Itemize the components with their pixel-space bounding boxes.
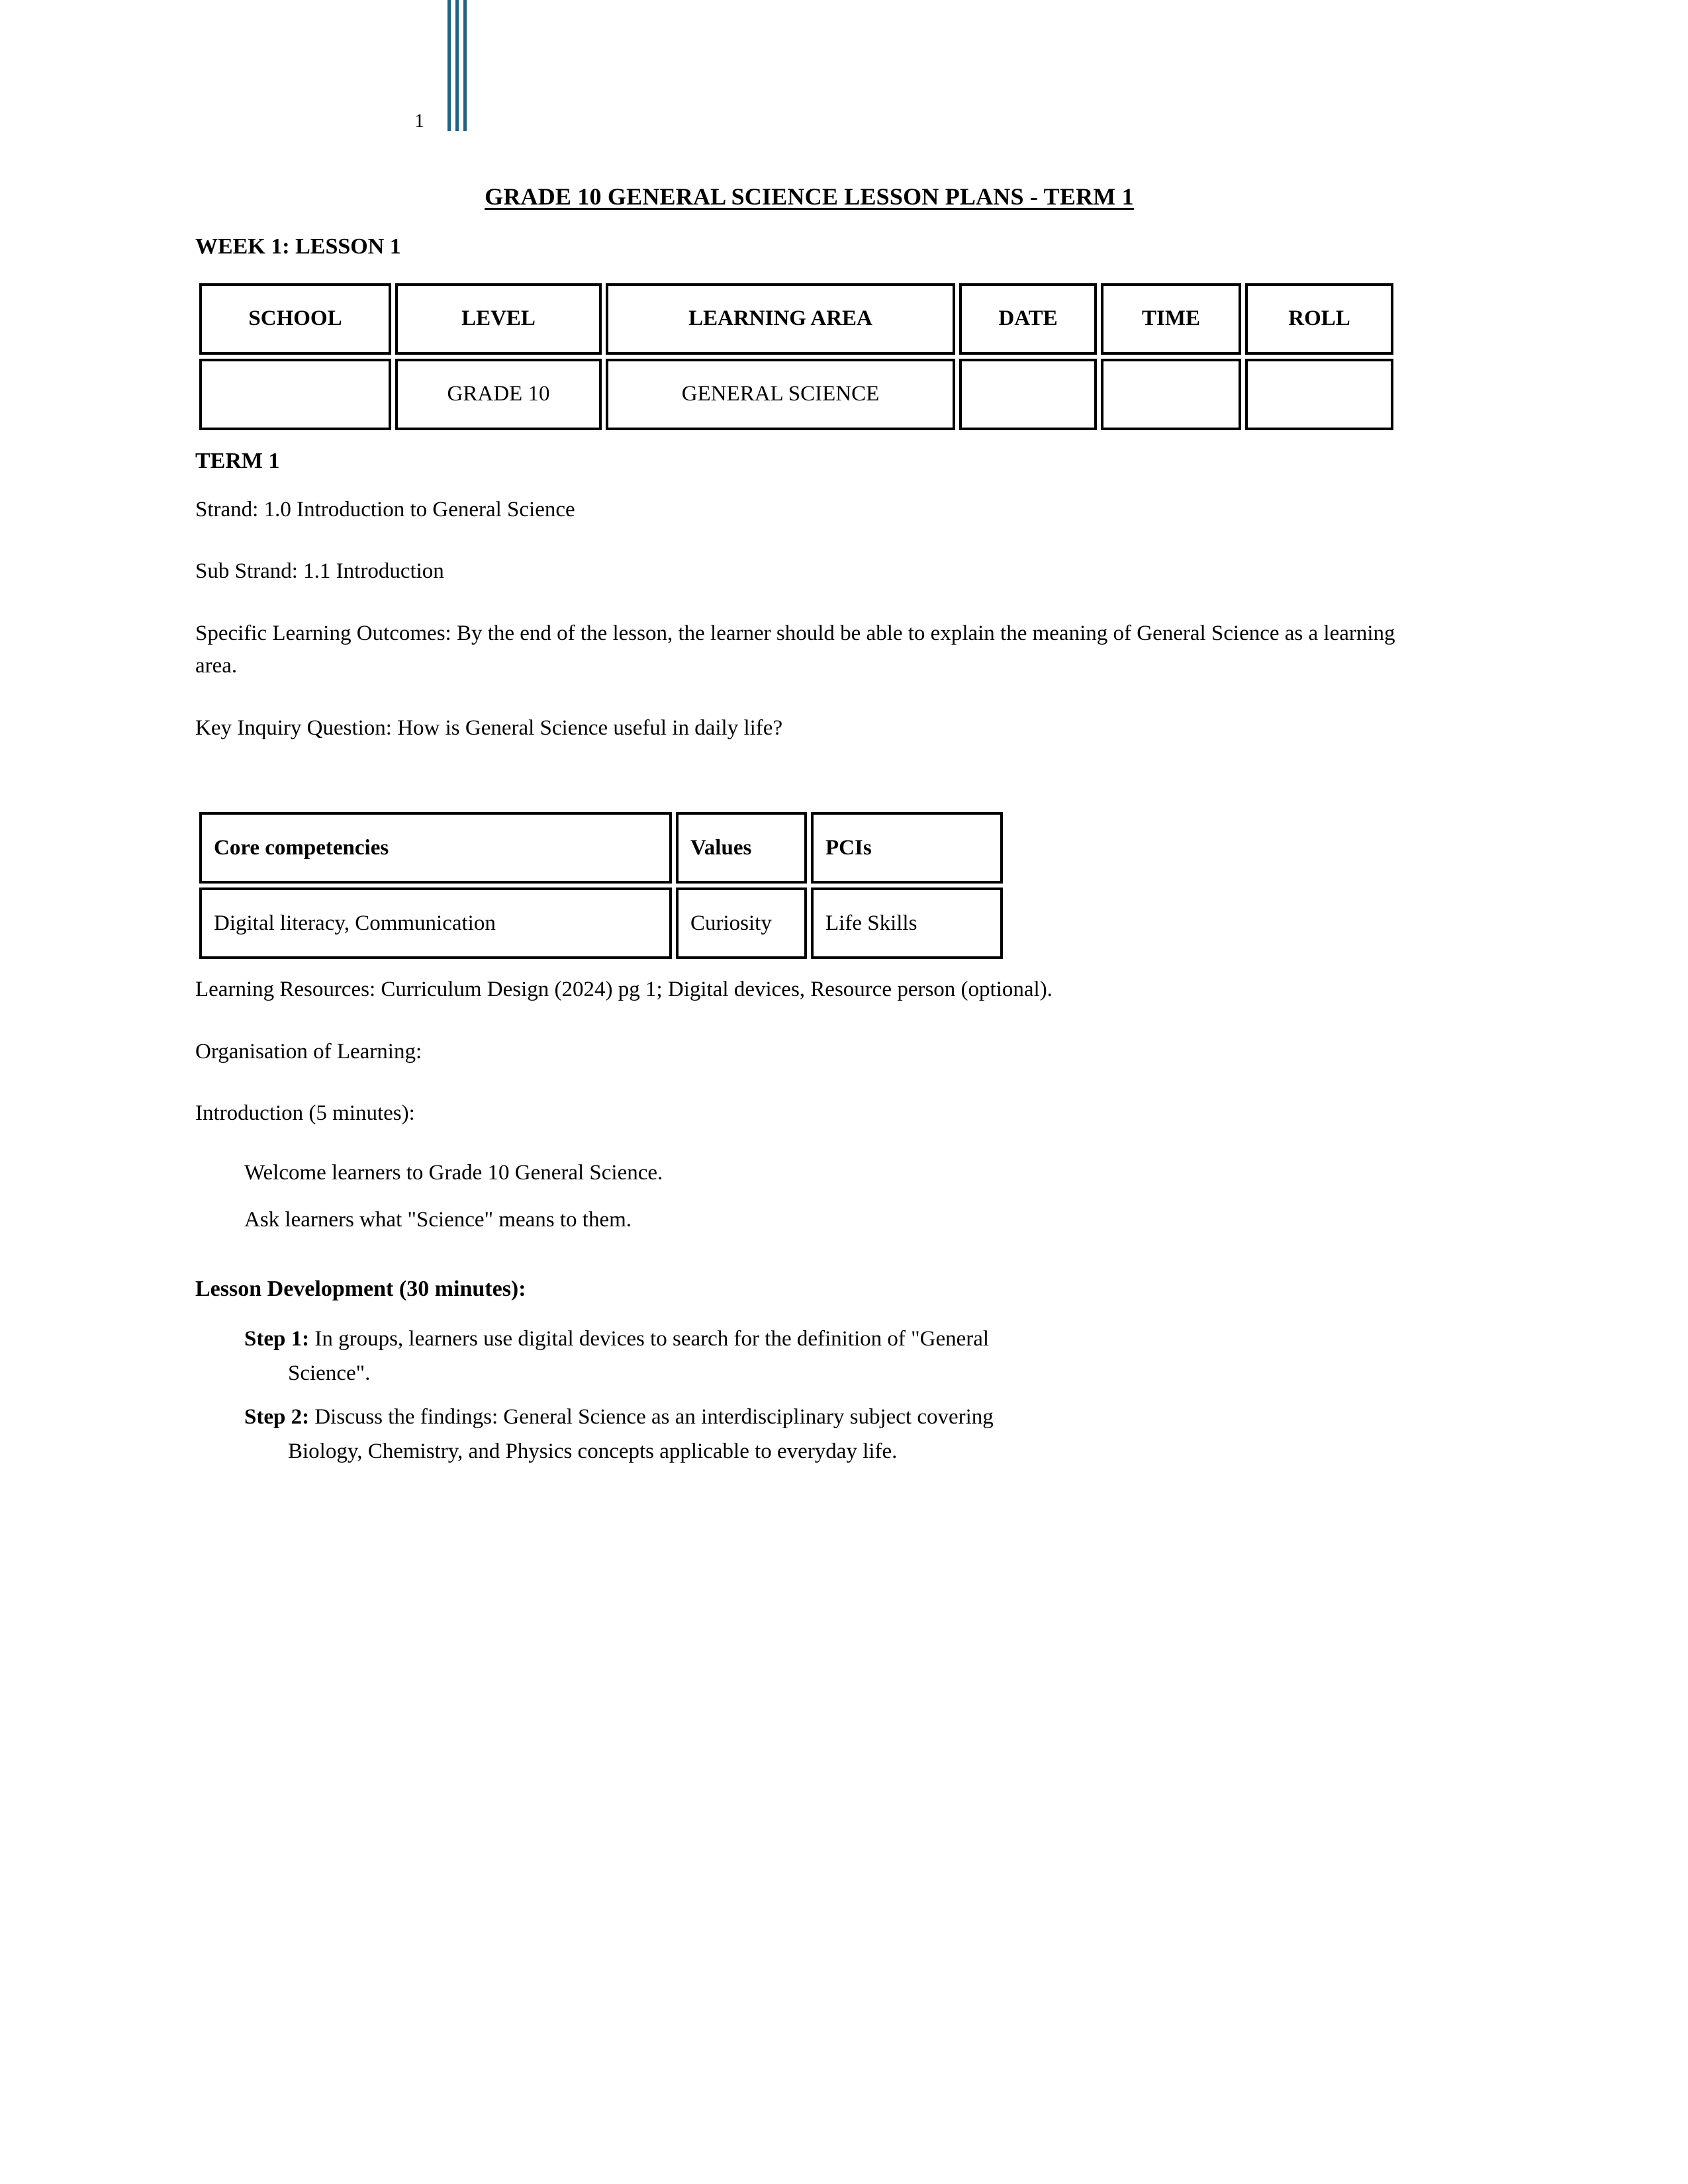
header-date: DATE — [959, 283, 1097, 355]
header-roll: ROLL — [1245, 283, 1393, 355]
cell-level: GRADE 10 — [395, 359, 602, 430]
key-inquiry-question: Key Inquiry Question: How is General Science useful in daily life? — [195, 715, 783, 740]
introduction-heading: Introduction (5 minutes): — [195, 1101, 415, 1126]
lesson-development-heading: Lesson Development (30 minutes): — [195, 1276, 526, 1301]
header-school: SCHOOL — [199, 283, 391, 355]
change-bar-line-2 — [455, 0, 459, 131]
step-1-label: Step 1: — [244, 1326, 310, 1351]
table-row — [199, 359, 1393, 430]
change-bar-line-3 — [463, 0, 467, 131]
document-content — [195, 182, 1423, 1478]
competency-table — [195, 808, 1007, 963]
organisation-of-learning: Organisation of Learning: — [195, 1039, 422, 1064]
cell-time — [1101, 359, 1241, 430]
lesson-info-table — [195, 279, 1397, 434]
step-1-continuation: Science". — [288, 1361, 371, 1385]
step-2-label: Step 2: — [244, 1404, 310, 1429]
page-number: 1 — [414, 110, 424, 132]
lesson-step-1 — [195, 1322, 1423, 1390]
header-time: TIME — [1101, 283, 1241, 355]
term-heading: TERM 1 — [195, 448, 280, 473]
strand-line: Strand: 1.0 Introduction to General Science — [195, 497, 575, 522]
table-row-header — [199, 812, 1003, 884]
header-level: LEVEL — [395, 283, 602, 355]
cell-values: Curiosity — [676, 887, 807, 959]
step-1-text: In groups, learners use digital devices to search for the definition of "General — [309, 1326, 990, 1351]
cell-school — [199, 359, 391, 430]
change-bar-line-1 — [447, 0, 451, 131]
cell-roll — [1245, 359, 1393, 430]
step-2-text: Discuss the findings: General Science as an interdisciplinary subject covering — [309, 1404, 994, 1429]
table-row — [199, 887, 1003, 959]
week-lesson-heading: WEEK 1: LESSON 1 — [195, 234, 401, 259]
spacer — [195, 1251, 1423, 1274]
step-2-continuation: Biology, Chemistry, and Physics concepts applicable to everyday life. — [288, 1439, 898, 1464]
table-row-header — [199, 283, 1393, 355]
cell-core-competencies: Digital literacy, Communication — [199, 887, 672, 959]
change-bar-marker — [424, 0, 503, 139]
cell-learning-area: GENERAL SCIENCE — [606, 359, 955, 430]
cell-date — [959, 359, 1097, 430]
page-title-text: GRADE 10 GENERAL SCIENCE LESSON PLANS - TERM 1 — [485, 183, 1134, 210]
header-learning-area: LEARNING AREA — [606, 283, 955, 355]
cell-pcis: Life Skills — [811, 887, 1003, 959]
introduction-item-2: Ask learners what "Science" means to them. — [244, 1208, 632, 1232]
introduction-item-1: Welcome learners to Grade 10 General Science. — [244, 1160, 663, 1185]
header-core-competencies: Core competencies — [199, 812, 672, 884]
spacer — [195, 774, 1423, 796]
learning-resources: Learning Resources: Curriculum Design (2024) pg 1; Digital devices, Resource person (optional). — [195, 978, 1053, 1002]
page-title — [195, 182, 1423, 212]
specific-learning-outcomes: Specific Learning Outcomes: By the end of the lesson, the learner should be able to explain the meaning of General Science as a learning area. — [195, 621, 1395, 678]
lesson-step-2 — [195, 1400, 1423, 1469]
header-values: Values — [676, 812, 807, 884]
header-pcis: PCIs — [811, 812, 1003, 884]
sub-strand-line: Sub Strand: 1.1 Introduction — [195, 559, 444, 584]
